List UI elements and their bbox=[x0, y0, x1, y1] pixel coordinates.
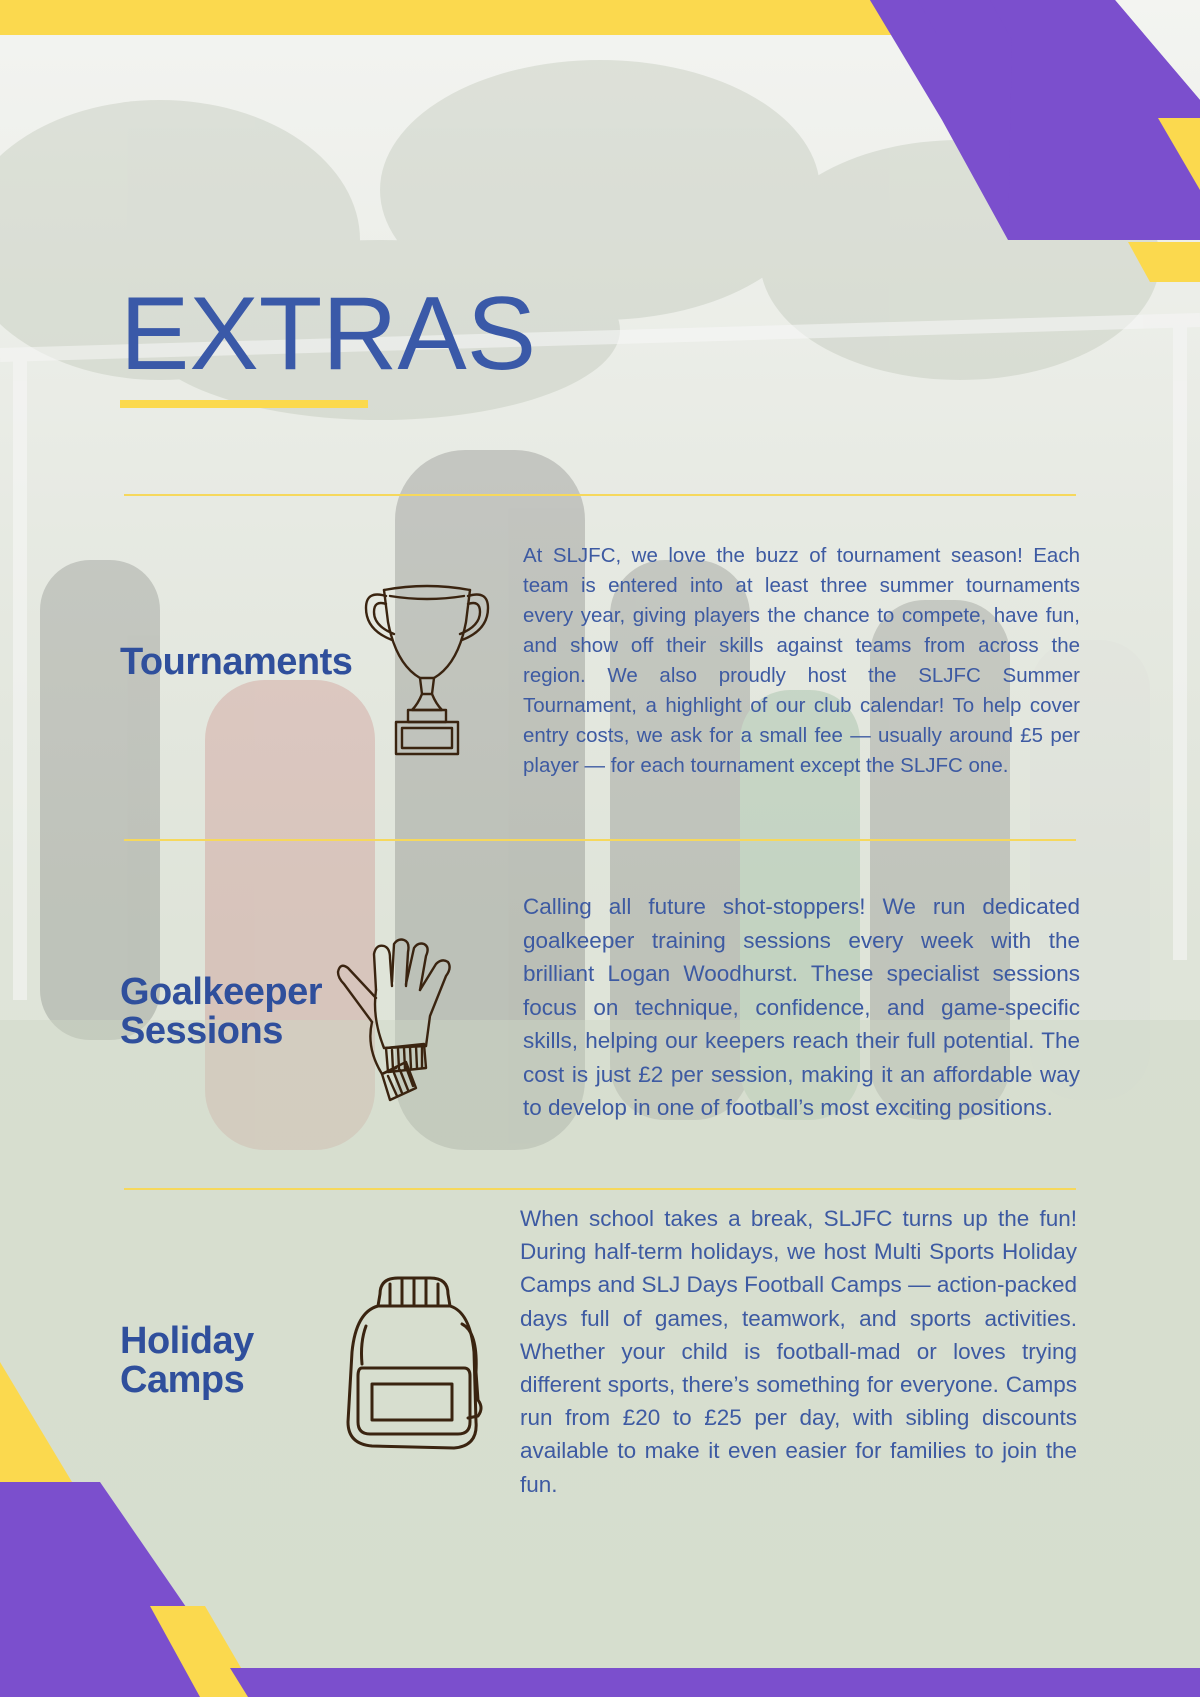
section-heading-holiday-camps: Holiday Camps bbox=[120, 1320, 254, 1401]
section-text-holiday-camps: When school takes a break, SLJFC turns up the fun! During half-term holidays, we host Multi Sports Holiday Camps and SLJ Days Football Camps — action-packed days full of games, teamwork, and sports activities. Whether your child is football-mad or loves trying different sports, there’s something for everyone. Camps run from £20 to £25 per day, with sibling discounts available to make it even easier for families to join the fun. bbox=[520, 1206, 1077, 1497]
top-yellow-band bbox=[0, 0, 895, 35]
section-heading-tournaments: Tournaments bbox=[120, 641, 353, 683]
section-text-tournaments: At SLJFC, we love the buzz of tournament season! Each team is entered into at least three summer tournaments every year, giving players the chance to compete, have fun, and show off their skills against teams from across the region. We also proudly host the SLJFC Summer Tournament, a highlight of our club calendar! To help cover entry costs, we ask for a small fee — usually around £5 per player — for each tournament except the SLJFC one. bbox=[523, 544, 1080, 777]
divider-top bbox=[124, 494, 1076, 496]
page-title: EXTRAS bbox=[120, 276, 537, 392]
section-text-goalkeeper-sessions: Calling all future shot-stoppers! We run dedicated goalkeeper training sessions every week with the brilliant Logan Woodhurst. These specialist sessions focus on technique, confidence, and game-specific skills, helping our keepers reach their full potential. The cost is just £2 per session, making it an affordable way to develop in one of football’s most exciting positions. bbox=[523, 894, 1080, 1120]
bottom-purple-band bbox=[230, 1668, 1200, 1697]
divider-bottom bbox=[124, 1188, 1076, 1190]
backpack-icon bbox=[342, 1272, 486, 1452]
divider-middle bbox=[124, 839, 1076, 841]
trophy-icon bbox=[362, 582, 492, 758]
goalkeeper-gloves-icon bbox=[336, 938, 466, 1106]
title-underline bbox=[120, 400, 368, 408]
section-heading-goalkeeper-sessions: Goalkeeper Sessions bbox=[120, 971, 322, 1052]
